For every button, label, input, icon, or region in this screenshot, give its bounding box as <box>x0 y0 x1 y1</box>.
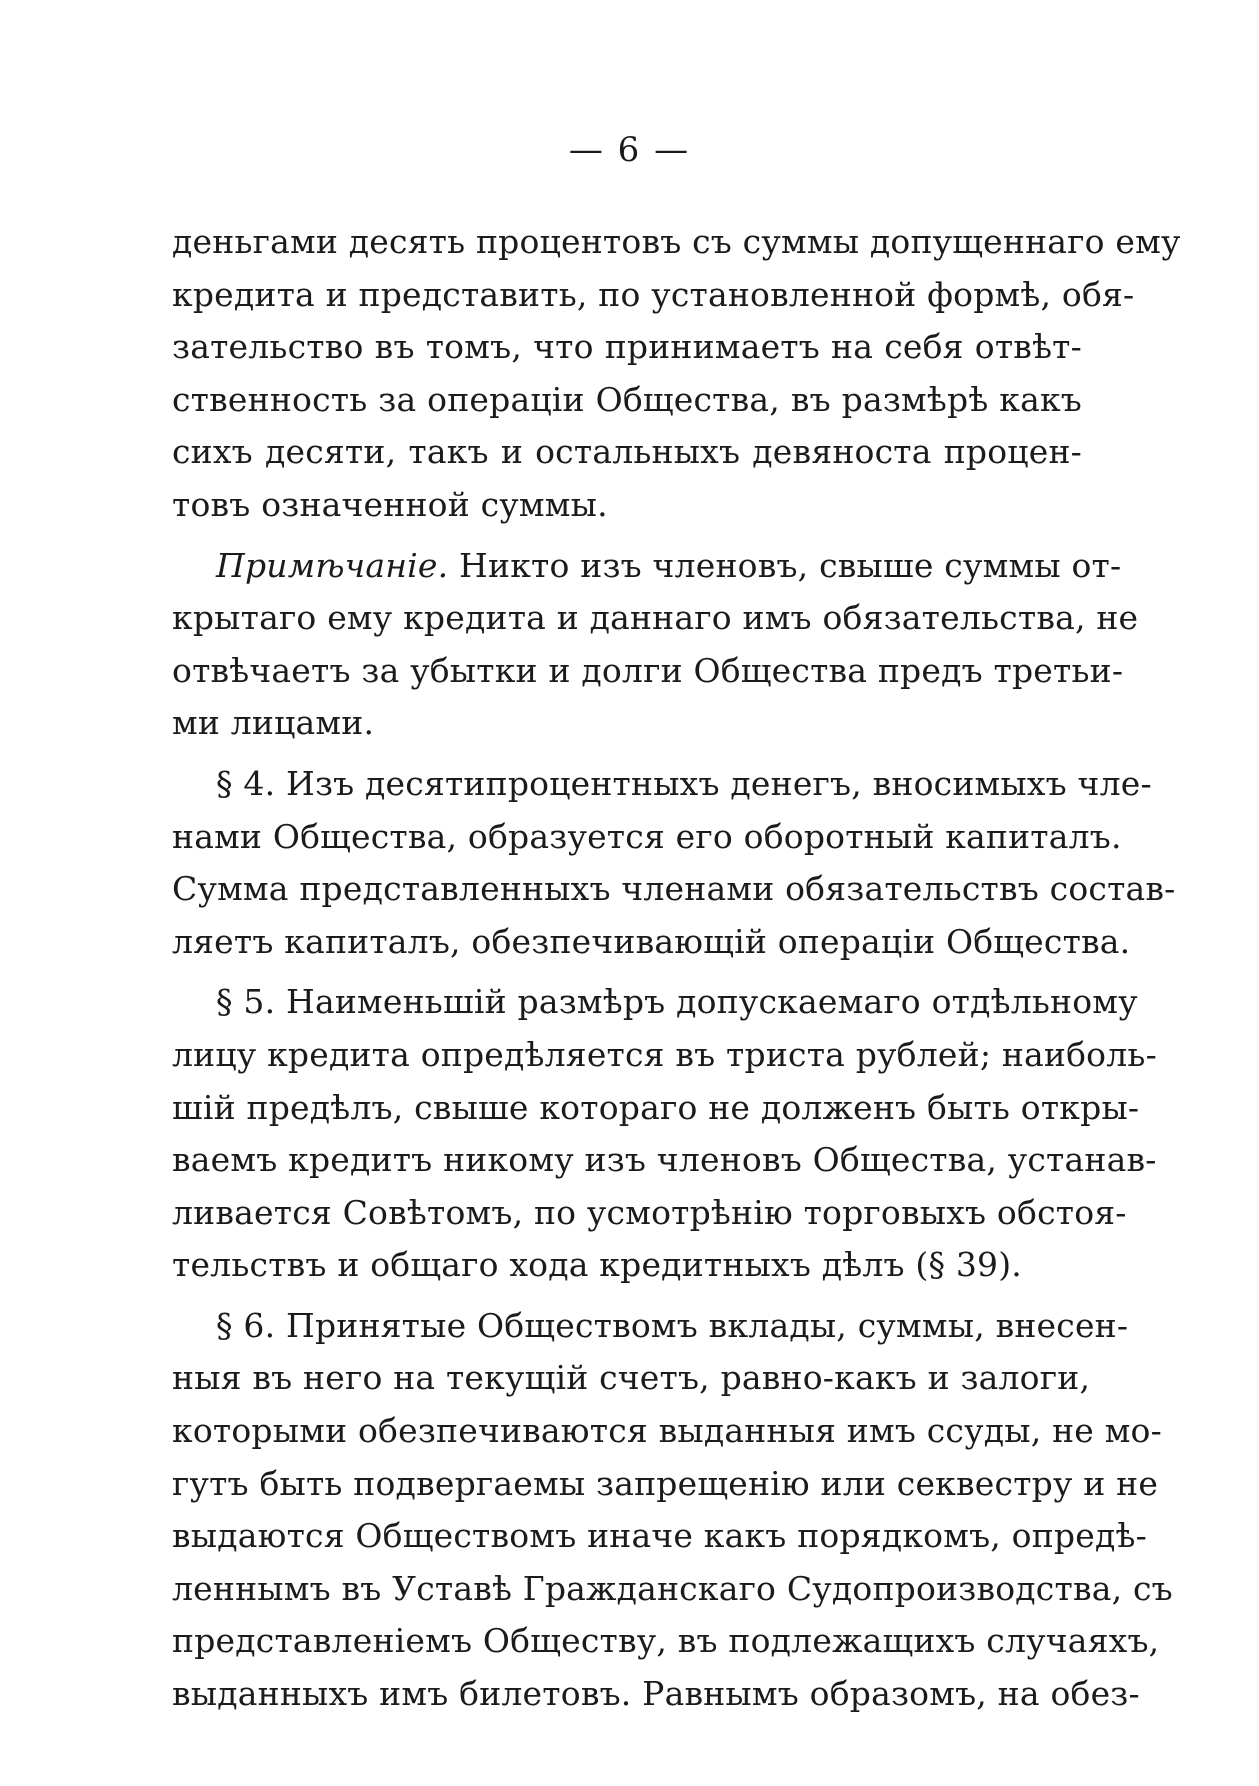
text-line: которыми обезпечиваются выданныя имъ ссуды, не мо- <box>172 1411 1162 1451</box>
text-line: крытаго ему кредита и даннаго имъ обязательства, не <box>172 598 1139 638</box>
text-line: шій предѣлъ, свыше котораго не долженъ быть откры- <box>172 1087 1140 1127</box>
page-number: — 6 — <box>568 130 691 170</box>
text-line: леннымъ въ Уставѣ Гражданскаго Судопроизводства, съ <box>172 1568 1173 1608</box>
note-label: Примѣчаніе. <box>216 545 449 585</box>
text-line: деньгами десять процентовъ съ суммы допущеннаго ему <box>172 222 1181 261</box>
section-6-first-line: § 6. Принятые Обществомъ вклады, суммы, внесен- <box>216 1305 1129 1345</box>
text-line: тельствъ и общаго хода кредитныхъ дѣлъ (§ 39). <box>172 1245 1022 1285</box>
section-4-first-line: § 4. Изъ десятипроцентныхъ денегъ, вносимыхъ чле- <box>216 763 1152 803</box>
text-line: представленіемъ Обществу, въ подлежащихъ случаяхъ, <box>172 1621 1160 1661</box>
text-line: сихъ десяти, такъ и остальныхъ девяноста процен- <box>172 432 1082 472</box>
section-5-first-line: § 5. Наименьшій размѣръ допускаемаго отдѣльному <box>216 982 1138 1022</box>
note-text: Никто изъ членовъ, свыше суммы от- <box>448 545 1122 585</box>
text-line: гутъ быть подвергаемы запрещенію или секвестру и не <box>172 1463 1159 1503</box>
text-line: выданныхъ имъ билетовъ. Равнымъ образомъ, на обез- <box>172 1674 1140 1714</box>
text-line: зательство въ томъ, что принимаетъ на себя отвѣт- <box>172 327 1082 367</box>
text-line: нами Общества, образуется его оборотный капиталъ. <box>172 816 1122 856</box>
body-text <box>172 216 1181 1721</box>
text-line: ственность за операціи Общества, въ размѣрѣ какъ <box>172 379 1082 419</box>
text-line: товъ означенной суммы. <box>172 484 608 524</box>
note-first-line <box>172 540 1122 593</box>
text-line: Сумма представленныхъ членами обязательствъ состав- <box>172 869 1176 909</box>
text-line: выдаются Обществомъ иначе какъ порядкомъ, опредѣ- <box>172 1516 1147 1556</box>
text-line: ляетъ капиталъ, обезпечивающій операціи Общества. <box>172 921 1131 961</box>
text-line: отвѣчаетъ за убытки и долги Общества предъ третьи- <box>172 650 1124 690</box>
text-line: ваемъ кредитъ никому изъ членовъ Общества, устанав- <box>172 1140 1157 1180</box>
text-line: лицу кредита опредѣляется въ триста рублей; наиболь- <box>172 1034 1157 1074</box>
text-line: ми лицами. <box>172 703 375 743</box>
text-line: кредита и представить, по установленной формѣ, обя- <box>172 274 1135 314</box>
text-line: ливается Совѣтомъ, по усмотрѣнію торговыхъ обстоя- <box>172 1192 1127 1232</box>
text-line: ныя въ него на текущій счетъ, равно-какъ и залоги, <box>172 1358 1091 1398</box>
